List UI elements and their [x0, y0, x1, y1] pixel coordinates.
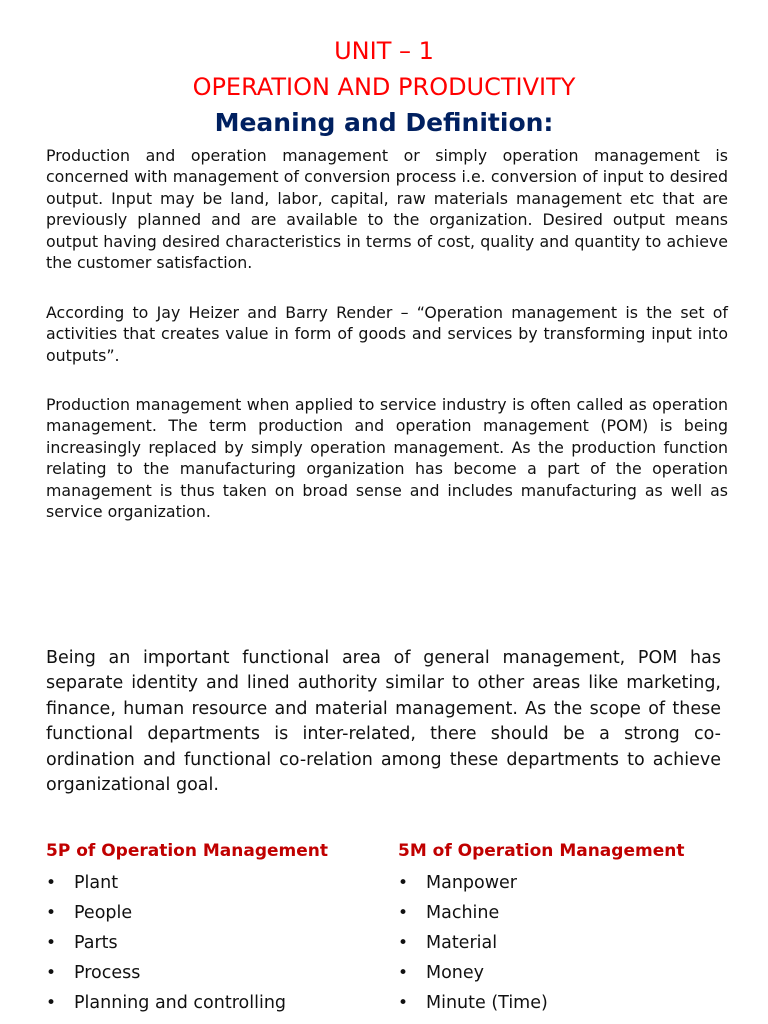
list-item [398, 958, 728, 988]
paragraph-service-industry: Production management when applied to service industry is often called as operation management. The term production and operation management (POM) is being increasingly replaced by simply operation management. As the production function relating to the manufacturing organization has become a part of the operation management is thus taken on broad sense and includes manufacturing as well as service organization. [46, 395, 728, 522]
list-item-label: Manpower [426, 873, 518, 893]
unit-subtitle: OPERATION AND PRODUCTIVITY [192, 73, 576, 101]
paragraph-definition: Production and operation management or simply operation management is concerned with management of conversion process i.e. conversion of input to desired output. Input may be land, labor, capital, raw materials management etc that are previously planned and are available to the organization. Desired output means output having desired characteristics in terms of cost, quality and quantity to achieve the customer satisfaction. [46, 146, 728, 273]
list-item [46, 988, 376, 1018]
bullet-icon: • [398, 903, 409, 923]
list-item [46, 958, 376, 988]
bullet-icon: • [398, 993, 409, 1013]
bullet-icon: • [46, 873, 57, 893]
list-item [398, 898, 728, 928]
five-m-list [398, 868, 728, 1018]
list-item [46, 928, 376, 958]
five-m-section [398, 840, 728, 1018]
list-item-label: Minute (Time) [426, 993, 548, 1013]
paragraph-quote: According to Jay Heizer and Barry Render – “Operation management is the set of activities that creates value in form of goods and services by transforming input into outputs”. [46, 303, 728, 365]
list-item [46, 868, 376, 898]
list-item [398, 928, 728, 958]
list-item [398, 988, 728, 1018]
bullet-icon: • [398, 933, 409, 953]
list-item [398, 868, 728, 898]
list-item [46, 898, 376, 928]
bullet-icon: • [46, 963, 57, 983]
list-item-label: Machine [426, 903, 500, 923]
list-item-label: Money [426, 963, 485, 983]
list-item-label: Process [74, 963, 141, 983]
bullet-icon: • [46, 993, 57, 1013]
bullet-icon: • [46, 903, 57, 923]
five-p-list [46, 868, 376, 1018]
five-p-title: 5P of Operation Management [46, 841, 328, 861]
list-item-label: Planning and controlling [74, 993, 287, 1013]
list-item-label: Plant [74, 873, 119, 893]
list-item-label: Parts [74, 933, 118, 953]
five-m-title: 5M of Operation Management [398, 841, 685, 861]
unit-title: UNIT – 1 [334, 37, 434, 65]
five-p-section [46, 840, 376, 1018]
section-title: Meaning and Definition: [214, 108, 554, 137]
bullet-icon: • [398, 963, 409, 983]
bullet-icon: • [398, 873, 409, 893]
bullet-icon: • [46, 933, 57, 953]
list-item-label: People [74, 903, 133, 923]
list-item-label: Material [426, 933, 498, 953]
paragraph-functional-area: Being an important functional area of general management, POM has separate identity and lined authority similar to other areas like marketing, finance, human resource and material management. As the scope of these functional departments is inter-related, there should be a strong co-ordination and functional co-relation among these departments to achieve organizational goal. [46, 648, 721, 796]
